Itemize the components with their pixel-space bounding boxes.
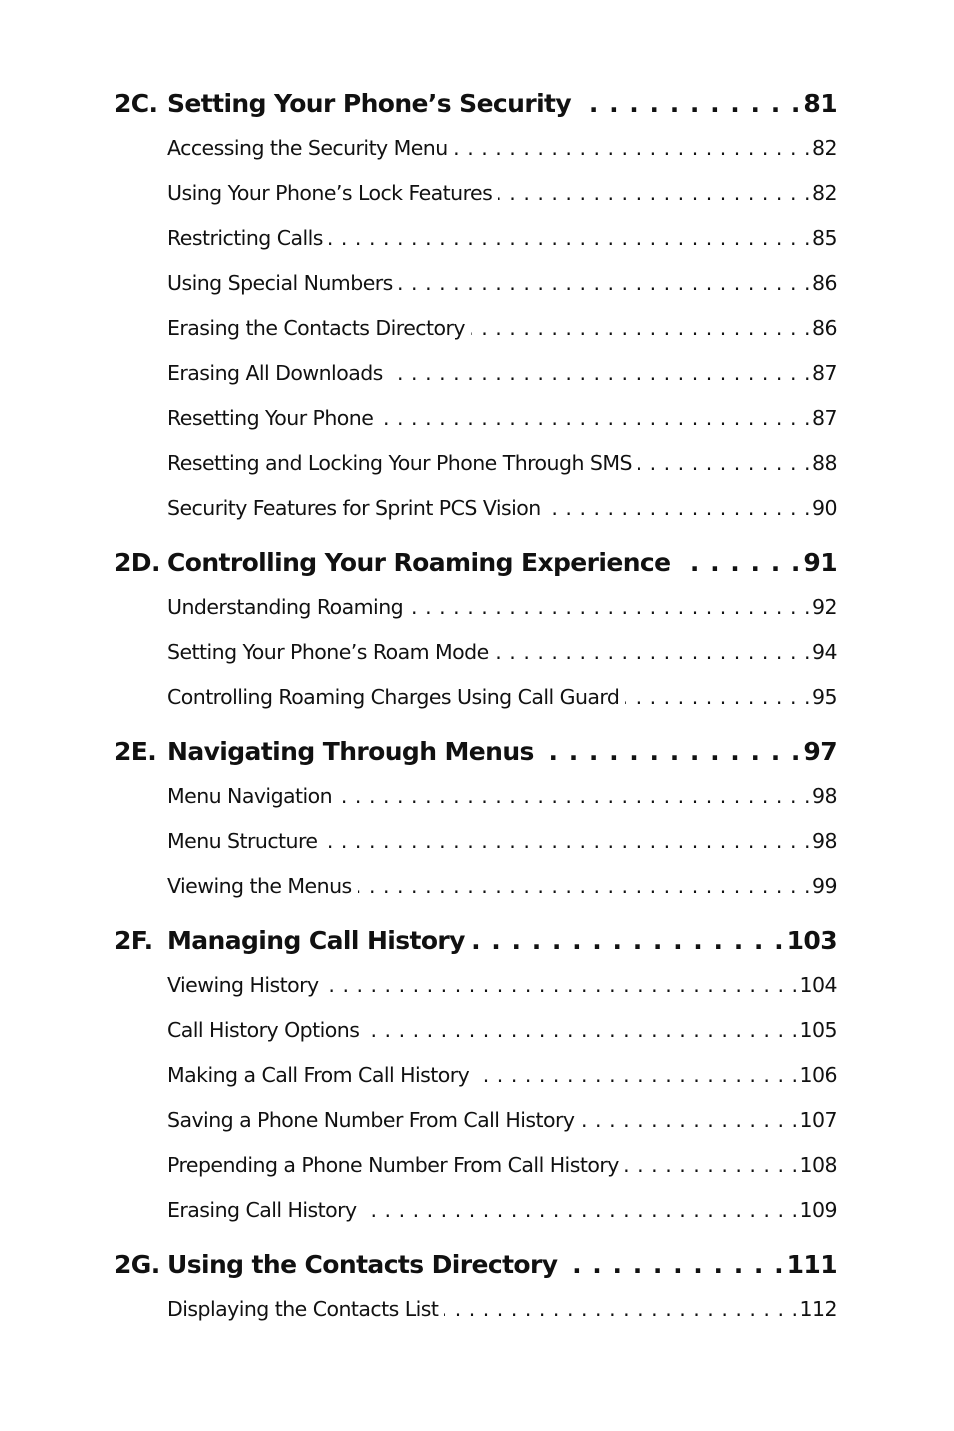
dot-leader — [454, 126, 811, 171]
section-title: Setting Your Phone’s Security — [167, 89, 572, 118]
entry-page-number: 86 — [812, 271, 837, 295]
entry-page-number: 112 — [799, 1297, 837, 1321]
toc-section — [114, 921, 837, 1233]
entry-title: Saving a Phone Number From Call History — [167, 1108, 575, 1132]
toc-entry[interactable] — [167, 630, 837, 675]
entry-page-number: 88 — [812, 451, 837, 475]
toc-entry[interactable] — [167, 171, 837, 216]
entry-page-number: 109 — [799, 1198, 837, 1222]
toc-entry-list — [167, 1287, 837, 1332]
section-code: 2C. — [114, 89, 158, 118]
entry-page-number: 87 — [812, 406, 837, 430]
dot-leader — [325, 963, 799, 1008]
entry-title: Making a Call From Call History — [167, 1063, 470, 1087]
entry-title: Call History Options — [167, 1018, 360, 1042]
dot-leader — [542, 732, 802, 772]
section-title: Navigating Through Menus — [167, 737, 534, 766]
dot-leader — [379, 396, 811, 441]
entry-title: Erasing All Downloads — [167, 361, 383, 385]
toc-section-heading[interactable] — [114, 84, 837, 124]
toc-section — [114, 1245, 837, 1332]
entry-page-number: 94 — [812, 640, 837, 664]
entry-title: Displaying the Contacts List — [167, 1297, 439, 1321]
section-title: Managing Call History — [167, 926, 465, 955]
dot-leader — [399, 261, 811, 306]
entry-page-number: 82 — [812, 181, 837, 205]
entry-title: Understanding Roaming — [167, 595, 404, 619]
toc-entry[interactable] — [167, 675, 837, 720]
entry-title: Menu Navigation — [167, 784, 333, 808]
dot-leader — [498, 171, 811, 216]
entry-title: Resetting and Locking Your Phone Through SMS — [167, 451, 632, 475]
toc-entry[interactable] — [167, 306, 837, 351]
dot-leader — [444, 1287, 798, 1332]
dot-leader — [473, 921, 785, 961]
dot-leader — [625, 1143, 799, 1188]
toc-section-heading[interactable] — [114, 1245, 837, 1285]
dot-leader — [580, 1098, 798, 1143]
entry-page-number: 106 — [799, 1063, 837, 1087]
toc-entry[interactable] — [167, 126, 837, 171]
dot-leader — [338, 774, 811, 819]
section-title: Using the Contacts Directory — [167, 1250, 558, 1279]
toc-section — [114, 732, 837, 909]
entry-page-number: 86 — [812, 316, 837, 340]
section-title: Controlling Your Roaming Experience — [167, 548, 671, 577]
dot-leader — [471, 306, 811, 351]
toc-section — [114, 543, 837, 720]
section-page-number: 81 — [803, 89, 837, 118]
entry-page-number: 82 — [812, 136, 837, 160]
dot-leader — [547, 486, 811, 531]
entry-title: Erasing Call History — [167, 1198, 357, 1222]
toc-entry[interactable] — [167, 1008, 837, 1053]
toc-section-heading[interactable] — [114, 921, 837, 961]
entry-title: Viewing History — [167, 973, 319, 997]
entry-title: Security Features for Sprint PCS Vision — [167, 496, 541, 520]
table-of-contents — [114, 84, 837, 1344]
dot-leader — [579, 84, 801, 124]
toc-entry-list — [167, 963, 837, 1233]
entry-page-number: 104 — [799, 973, 837, 997]
entry-title: Prepending a Phone Number From Call History — [167, 1153, 619, 1177]
entry-page-number: 107 — [799, 1108, 837, 1132]
dot-leader — [409, 585, 811, 630]
section-code: 2F. — [114, 926, 153, 955]
toc-entry-list — [167, 126, 837, 531]
dot-leader — [365, 1008, 798, 1053]
section-code: 2E. — [114, 737, 157, 766]
entry-page-number: 108 — [799, 1153, 837, 1177]
dot-leader — [638, 441, 811, 486]
section-page-number: 97 — [803, 737, 837, 766]
entry-title: Accessing the Security Menu — [167, 136, 448, 160]
dot-leader — [358, 864, 811, 909]
toc-entry[interactable] — [167, 441, 837, 486]
section-page-number: 111 — [786, 1250, 837, 1279]
toc-section-heading[interactable] — [114, 543, 837, 583]
entry-page-number: 90 — [812, 496, 837, 520]
dot-leader — [565, 1245, 784, 1285]
section-page-number: 91 — [803, 548, 837, 577]
toc-entry[interactable] — [167, 1188, 837, 1233]
toc-entry[interactable] — [167, 963, 837, 1008]
entry-title: Restricting Calls — [167, 226, 323, 250]
section-page-number: 103 — [786, 926, 837, 955]
toc-entry[interactable] — [167, 1053, 837, 1098]
entry-title: Erasing the Contacts Directory — [167, 316, 465, 340]
toc-entry[interactable] — [167, 396, 837, 441]
toc-entry[interactable] — [167, 1143, 837, 1188]
entry-title: Setting Your Phone’s Roam Mode — [167, 640, 489, 664]
entry-page-number: 95 — [812, 685, 837, 709]
entry-page-number: 87 — [812, 361, 837, 385]
toc-section — [114, 84, 837, 531]
toc-entry-list — [167, 774, 837, 909]
section-code: 2G. — [114, 1250, 160, 1279]
toc-entry[interactable] — [167, 1287, 837, 1332]
entry-title: Controlling Roaming Charges Using Call Guard — [167, 685, 620, 709]
toc-entry[interactable] — [167, 216, 837, 261]
dot-leader — [363, 1188, 799, 1233]
entry-page-number: 85 — [812, 226, 837, 250]
dot-leader — [495, 630, 811, 675]
toc-entry[interactable] — [167, 261, 837, 306]
dot-leader — [323, 819, 811, 864]
dot-leader — [329, 216, 811, 261]
toc-entry[interactable] — [167, 864, 837, 909]
entry-title: Using Your Phone’s Lock Features — [167, 181, 493, 205]
entry-page-number: 99 — [812, 874, 837, 898]
toc-section-heading[interactable] — [114, 732, 837, 772]
entry-page-number: 92 — [812, 595, 837, 619]
entry-page-number: 98 — [812, 784, 837, 808]
toc-entry[interactable] — [167, 1098, 837, 1143]
toc-entry-list — [167, 585, 837, 720]
toc-entry[interactable] — [167, 486, 837, 531]
dot-leader — [475, 1053, 798, 1098]
section-code: 2D. — [114, 548, 160, 577]
entry-page-number: 98 — [812, 829, 837, 853]
entry-title: Resetting Your Phone — [167, 406, 374, 430]
entry-page-number: 105 — [799, 1018, 837, 1042]
dot-leader — [389, 351, 811, 396]
toc-entry[interactable] — [167, 351, 837, 396]
dot-leader — [679, 543, 802, 583]
dot-leader — [625, 675, 811, 720]
toc-entry[interactable] — [167, 774, 837, 819]
toc-entry[interactable] — [167, 819, 837, 864]
entry-title: Viewing the Menus — [167, 874, 352, 898]
entry-title: Menu Structure — [167, 829, 318, 853]
entry-title: Using Special Numbers — [167, 271, 393, 295]
toc-entry[interactable] — [167, 585, 837, 630]
